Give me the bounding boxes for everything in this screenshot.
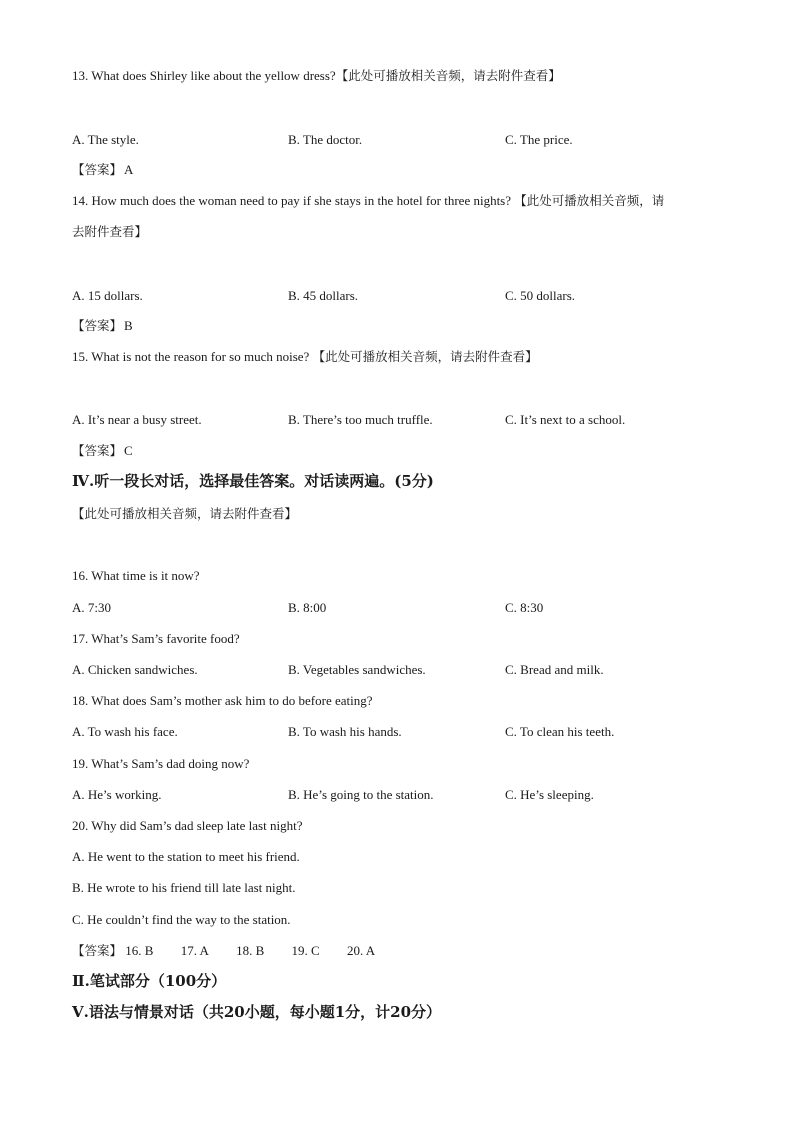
- question-13-text: 13. What does Shirley like about the yellow dress?: [72, 68, 336, 83]
- q18-option-c: C. To clean his teeth.: [505, 724, 615, 739]
- q13-option-c: C. The price.: [505, 132, 573, 147]
- q15-answer-value: C: [124, 443, 133, 458]
- q15-answer: [72, 443, 133, 459]
- q14-option-b: B. 45 dollars.: [288, 288, 359, 303]
- q13-option-b: B. The doctor.: [288, 132, 363, 147]
- q20-option-b: B. He wrote to his friend till late last night.: [72, 880, 296, 895]
- audio-note-section-4[interactable]: 【此处可播放相关音频，请去附件查看】: [72, 506, 298, 521]
- q17-option-a: A. Chicken sandwiches.: [72, 662, 198, 677]
- q17-option-b: B. Vegetables sandwiches.: [288, 662, 426, 677]
- q14-answer: [72, 318, 133, 334]
- question-16: 16. What time is it now?: [72, 568, 200, 583]
- answer-16: 16. B: [125, 943, 154, 958]
- q18-option-a: A. To wash his face.: [72, 724, 178, 739]
- question-14-cont: [72, 224, 147, 240]
- question-17: 17. What’s Sam’s favorite food?: [72, 631, 240, 646]
- q19-option-c: C. He’s sleeping.: [505, 787, 594, 802]
- q13-answer: [72, 162, 133, 178]
- q17-option-c: C. Bread and milk.: [505, 662, 604, 677]
- answer-18: 18. B: [236, 943, 265, 958]
- answer-19: 19. C: [291, 943, 320, 958]
- answer-20: 20. A: [346, 943, 376, 958]
- q15-option-b: B. There’s too much truffle.: [288, 412, 433, 427]
- answer-17: 17. A: [180, 943, 209, 958]
- question-13: [72, 68, 561, 84]
- q14-answer-value: B: [124, 318, 133, 333]
- audio-note-14b[interactable]: 去附件查看】: [72, 224, 148, 239]
- audio-note-14a[interactable]: 【此处可播放相关音频，请: [514, 193, 665, 208]
- question-15-text: 15. What is not the reason for so much noise?: [72, 349, 313, 364]
- q14-option-c: C. 50 dollars.: [505, 288, 576, 303]
- answer-tag: 【答案】: [72, 943, 123, 958]
- question-15: [72, 349, 538, 365]
- q13-answer-value: A: [124, 162, 134, 177]
- written-part-title: Ⅱ.笔试部分（100分）: [72, 972, 227, 990]
- q19-option-a: A. He’s working.: [72, 787, 162, 802]
- answer-tag: 【答案】: [72, 318, 123, 333]
- audio-note-15[interactable]: 【此处可播放相关音频，请去附件查看】: [312, 349, 538, 364]
- q13-option-a: A. The style.: [72, 132, 139, 147]
- section-4-audio: [72, 506, 297, 522]
- question-20: 20. Why did Sam’s dad sleep late last night?: [72, 818, 303, 833]
- q15-option-a: A. It’s near a busy street.: [72, 412, 202, 427]
- q19-option-b: B. He’s going to the station.: [288, 787, 434, 802]
- q16-option-c: C. 8:30: [505, 600, 544, 615]
- section-4-title: Ⅳ.听一段长对话，选择最佳答案。对话读两遍。(5分): [72, 472, 434, 490]
- section-5-title: Ⅴ.语法与情景对话（共20小题，每小题1分，计20分）: [72, 1003, 442, 1021]
- q15-option-c: C. It’s next to a school.: [505, 412, 626, 427]
- q16-option-a: A. 7:30: [72, 600, 111, 615]
- q14-option-a: A. 15 dollars.: [72, 288, 143, 303]
- question-19: 19. What’s Sam’s dad doing now?: [72, 756, 250, 771]
- answers-16-20: [72, 943, 399, 959]
- question-14: [72, 193, 664, 209]
- q16-option-b: B. 8:00: [288, 600, 327, 615]
- audio-note-13[interactable]: 【此处可播放相关音频，请去附件查看】: [335, 68, 561, 83]
- answer-tag: 【答案】: [72, 162, 123, 177]
- q20-option-c: C. He couldn’t find the way to the station.: [72, 912, 291, 927]
- question-18: 18. What does Sam’s mother ask him to do before eating?: [72, 693, 373, 708]
- q20-option-a: A. He went to the station to meet his friend.: [72, 849, 300, 864]
- answer-tag: 【答案】: [72, 443, 123, 458]
- question-14-text: 14. How much does the woman need to pay if she stays in the hotel for three nights?: [72, 193, 515, 208]
- q18-option-b: B. To wash his hands.: [288, 724, 402, 739]
